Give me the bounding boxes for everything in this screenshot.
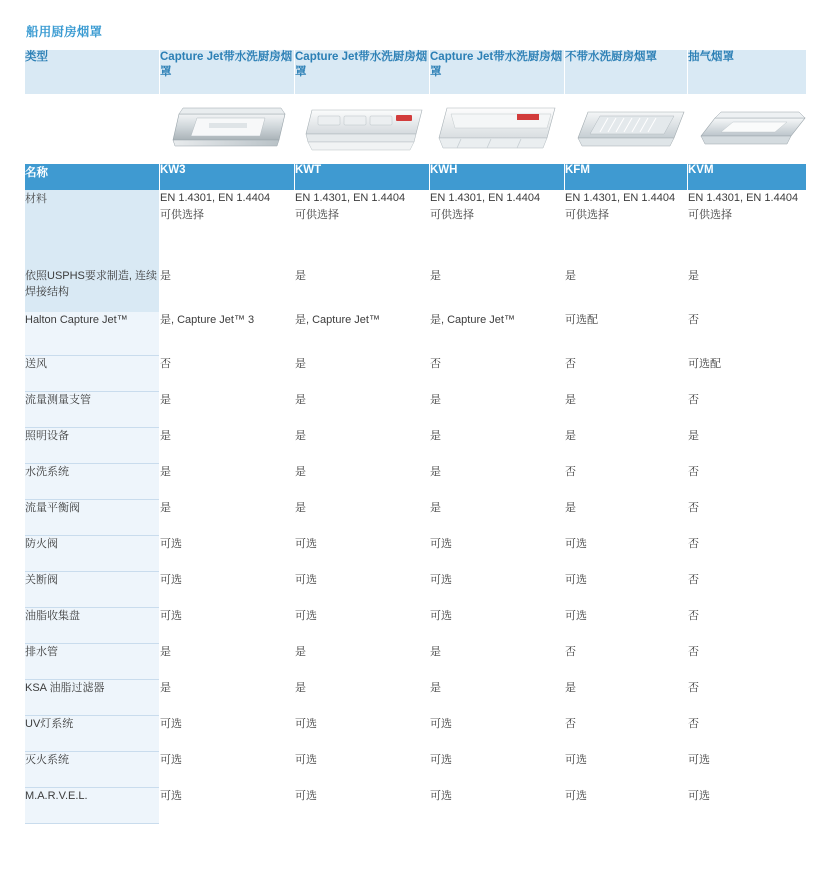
feature-value: 是: [430, 392, 564, 428]
feature-value: 可选: [160, 752, 294, 788]
feature-value: 是: [295, 356, 429, 392]
feature-label: 防火阀: [25, 536, 159, 572]
feature-value: 可选: [430, 716, 564, 752]
feature-row: [25, 312, 806, 356]
feature-value: 可选: [295, 608, 429, 644]
feature-value: 是: [565, 500, 687, 536]
feature-value: 可选配: [688, 356, 806, 392]
feature-value: 可选: [295, 752, 429, 788]
feature-value: 是, Capture Jet™: [295, 312, 429, 356]
feature-value: 是: [295, 644, 429, 680]
feature-row: [25, 268, 806, 312]
feature-value: 是: [160, 392, 294, 428]
feature-value: 否: [688, 500, 806, 536]
material-kw3: EN 1.4301, EN 1.4404 可供选择: [160, 190, 294, 268]
feature-label: 水洗系统: [25, 464, 159, 500]
feature-row: [25, 536, 806, 572]
hood-kfm-image: [565, 94, 697, 156]
feature-row: [25, 428, 806, 464]
table-header-row: [25, 50, 806, 94]
type-header-col-3: Capture Jet带水洗厨房烟罩: [430, 50, 564, 94]
feature-value: 否: [688, 464, 806, 500]
feature-value: 是: [160, 680, 294, 716]
name-kwt: KWT: [295, 164, 429, 190]
feature-value: 可选: [295, 788, 429, 824]
feature-row: [25, 464, 806, 500]
feature-value: 否: [688, 572, 806, 608]
feature-row: [25, 716, 806, 752]
feature-value: 是: [430, 500, 564, 536]
feature-value: 可选: [430, 752, 564, 788]
material-kvm: EN 1.4301, EN 1.4404 可供选择: [688, 190, 806, 268]
feature-value: 可选: [160, 572, 294, 608]
feature-value: 否: [688, 312, 806, 356]
hood-kw3-image-cell: [160, 94, 294, 164]
feature-value: 是: [430, 644, 564, 680]
feature-value: 可选: [295, 716, 429, 752]
feature-value: 否: [160, 356, 294, 392]
feature-value: 可选: [565, 788, 687, 824]
feature-row: [25, 500, 806, 536]
material-kwh: EN 1.4301, EN 1.4404 可供选择: [430, 190, 564, 268]
feature-row: [25, 680, 806, 716]
feature-label: 关断阀: [25, 572, 159, 608]
feature-value: 可选: [160, 536, 294, 572]
feature-value: 否: [565, 716, 687, 752]
feature-label: 灭火系统: [25, 752, 159, 788]
feature-value: 可选: [160, 788, 294, 824]
feature-row: [25, 644, 806, 680]
hood-kvm-image-cell: [688, 94, 806, 164]
feature-value: 是: [295, 500, 429, 536]
feature-row: [25, 572, 806, 608]
feature-value: 是: [565, 392, 687, 428]
feature-value: 否: [688, 716, 806, 752]
feature-row: [25, 608, 806, 644]
feature-value: 是: [295, 464, 429, 500]
name-row: [25, 164, 806, 190]
hood-kwh-image: [431, 94, 563, 156]
feature-row: [25, 356, 806, 392]
feature-value: 是: [295, 392, 429, 428]
feature-label: 流量测量支管: [25, 392, 159, 428]
feature-value: 是: [565, 680, 687, 716]
type-header-col-2: Capture Jet带水洗厨房烟罩: [295, 50, 429, 94]
material-kwt: EN 1.4301, EN 1.4404 可供选择: [295, 190, 429, 268]
feature-value: 可选: [688, 752, 806, 788]
feature-label: 流量平衡阀: [25, 500, 159, 536]
material-row-label: 材料: [25, 190, 159, 268]
feature-value: 可选: [160, 716, 294, 752]
hood-kw3-image: [161, 94, 293, 156]
feature-label: 油脂收集盘: [25, 608, 159, 644]
feature-value: 否: [565, 464, 687, 500]
feature-value: 是, Capture Jet™: [430, 312, 564, 356]
name-kfm: KFM: [565, 164, 687, 190]
feature-value: 可选: [565, 752, 687, 788]
type-header-col-4: 不带水洗厨房烟罩: [565, 50, 687, 94]
feature-row: [25, 392, 806, 428]
feature-value: 是: [295, 428, 429, 464]
type-header-col-1: Capture Jet带水洗厨房烟罩: [160, 50, 294, 94]
feature-label: KSA 油脂过滤器: [25, 680, 159, 716]
feature-value: 否: [688, 392, 806, 428]
feature-value: 否: [688, 608, 806, 644]
feature-value: 可选配: [565, 312, 687, 356]
hood-kwt-image-cell: [295, 94, 429, 164]
feature-value: 是: [160, 500, 294, 536]
feature-value: 是: [688, 428, 806, 464]
feature-value: 是: [430, 680, 564, 716]
feature-label: UV灯系统: [25, 716, 159, 752]
hood-kwt-image: [296, 94, 428, 156]
feature-value: 可选: [430, 536, 564, 572]
feature-row: [25, 788, 806, 824]
feature-value: 否: [430, 356, 564, 392]
feature-value: 是: [160, 268, 294, 312]
hood-kwh-image-cell: [430, 94, 564, 164]
material-kfm: EN 1.4301, EN 1.4404 可供选择: [565, 190, 687, 268]
feature-value: 是: [160, 464, 294, 500]
feature-value: 是: [295, 680, 429, 716]
hood-kfm-image-cell: [565, 94, 687, 164]
image-row-spacer: [25, 94, 159, 164]
feature-value: 是: [295, 268, 429, 312]
feature-value: 否: [688, 644, 806, 680]
feature-value: 可选: [565, 536, 687, 572]
name-kvm: KVM: [688, 164, 806, 190]
product-image-row: [25, 94, 806, 164]
feature-value: 可选: [295, 536, 429, 572]
feature-value: 是: [430, 268, 564, 312]
feature-value: 是: [430, 464, 564, 500]
feature-value: 否: [565, 356, 687, 392]
feature-value: 可选: [688, 788, 806, 824]
feature-value: 是, Capture Jet™ 3: [160, 312, 294, 356]
page-title: 船用厨房烟罩: [26, 25, 103, 39]
type-header-col-5: 抽气烟罩: [688, 50, 806, 94]
feature-value: 可选: [295, 572, 429, 608]
material-row: [25, 190, 806, 268]
type-header-label: 类型: [25, 50, 159, 94]
feature-value: 可选: [430, 608, 564, 644]
feature-value: 是: [160, 644, 294, 680]
name-row-label: 名称: [25, 164, 159, 190]
feature-row: [25, 752, 806, 788]
marine-kitchen-hood-spec-table: [24, 50, 807, 824]
feature-value: 可选: [160, 608, 294, 644]
feature-label: 照明设备: [25, 428, 159, 464]
feature-value: 否: [565, 644, 687, 680]
feature-value: 是: [565, 268, 687, 312]
feature-value: 否: [688, 536, 806, 572]
feature-value: 否: [688, 680, 806, 716]
feature-value: 可选: [430, 788, 564, 824]
name-kw3: KW3: [160, 164, 294, 190]
name-kwh: KWH: [430, 164, 564, 190]
feature-value: 是: [565, 428, 687, 464]
hood-kvm-image: [688, 94, 820, 156]
feature-label: 排水管: [25, 644, 159, 680]
feature-value: 是: [430, 428, 564, 464]
feature-value: 可选: [565, 572, 687, 608]
feature-value: 可选: [565, 608, 687, 644]
feature-value: 可选: [430, 572, 564, 608]
feature-label: 依照USPHS要求制造, 连续焊接结构: [25, 268, 159, 312]
feature-label: M.A.R.V.E.L.: [25, 788, 159, 824]
feature-value: 是: [160, 428, 294, 464]
feature-label: Halton Capture Jet™: [25, 312, 159, 356]
feature-label: 送风: [25, 356, 159, 392]
feature-value: 是: [688, 268, 806, 312]
